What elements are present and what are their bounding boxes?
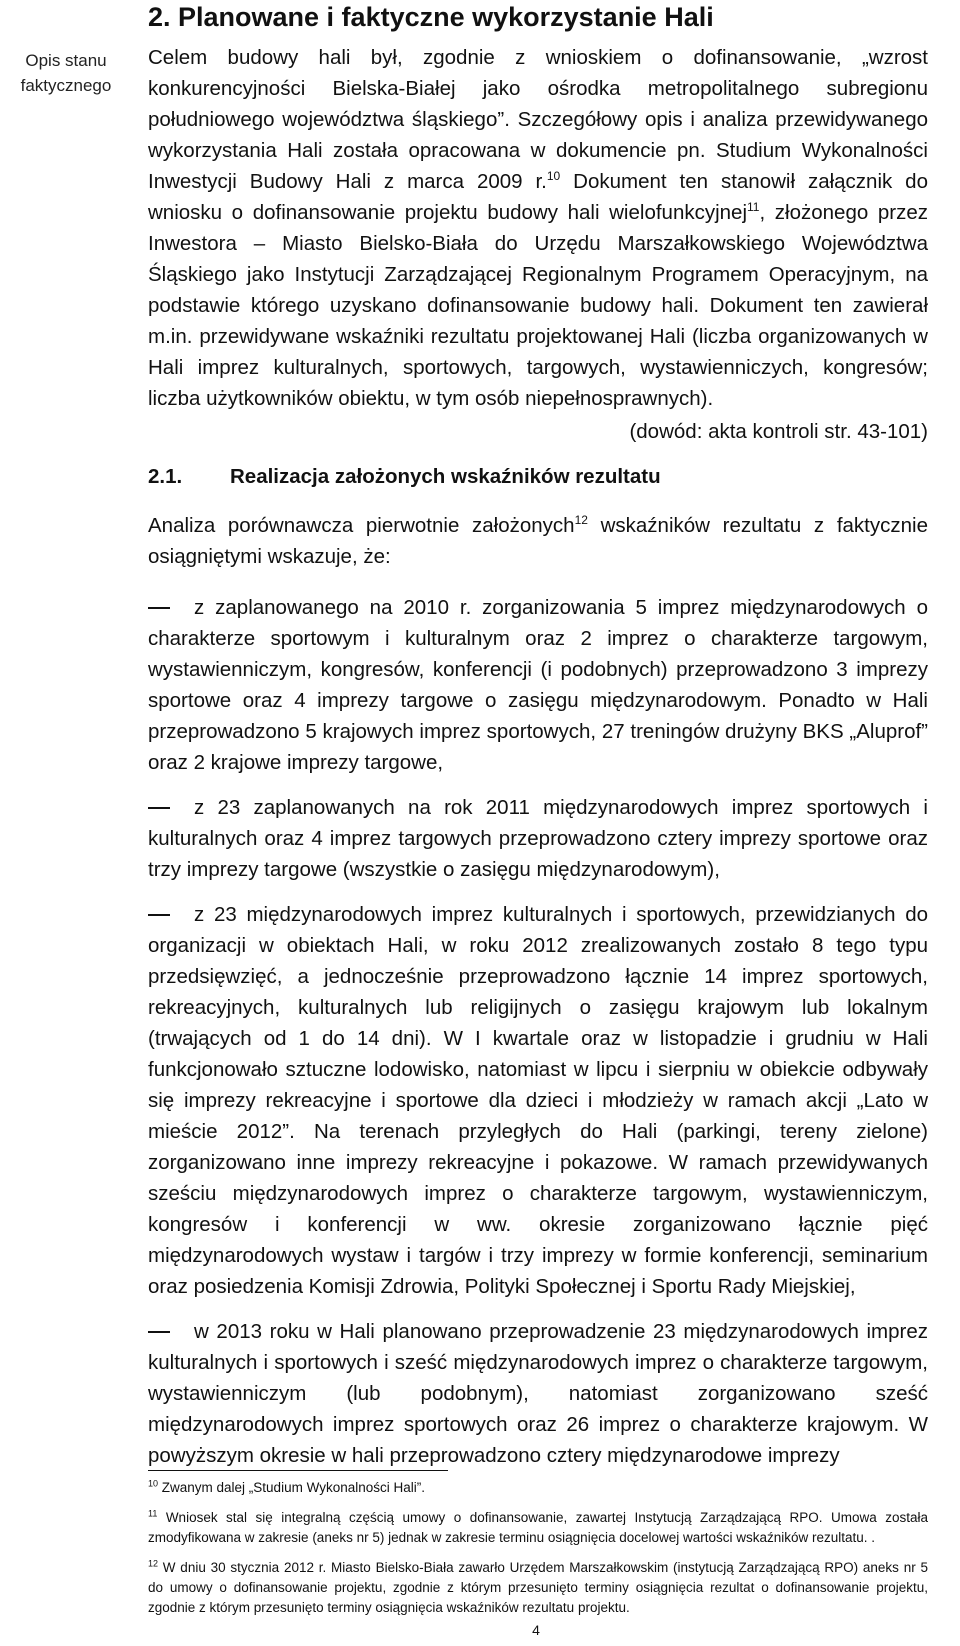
subsection-number: 2.1. (148, 465, 183, 488)
paragraph-analysis (148, 510, 928, 572)
footnote-text: W dniu 30 stycznia 2012 r. Miasto Bielsko-Biała zawarło Urzędem Marszałkowskim (instytucją Zarządzającą RPO) aneks nr 5 do umowy o dofinansowanie projektu, zgodnie z którym przesunięto terminy osiągnięcia rezultat o dofinansowanie projektu, zgodnie z którym przesunięto terminy osiągnięcia wskaźników rezultatu projektu. (148, 1560, 928, 1615)
list-item (148, 899, 928, 1302)
footnote-text: Wniosek stal się integralną częścią umowy o dofinansowanie, zawartej Instytucją Zarządzającą RPO. Umowa została zmodyfikowana w zakresie (aneks nr 5) jednak w zakresie terminu osiągnięcia docelowej wartości wskaźników rezultatu. . (148, 1510, 928, 1545)
paragraph-text: , złożonego przez Inwestora – Miasto Bielsko-Biała do Urzędu Marszałkowskiego Województwa Śląskiego jako Instytucji Zarządzającej Regionalnym Programem Operacyjnym, na podstawie którego uzyskano dofinansowanie budowy hali. Dokument ten zawierał m.in. przewidywane wskaźniki rezultatu projektowanej Hali (liczba organizowanych w Hali imprez kulturalnych, sportowych, targowych, wystawienniczych, kongresów; liczba użytkowników obiektu, w tym osób niepełnosprawnych). (148, 201, 929, 410)
paragraph-intro (148, 42, 928, 414)
evidence-reference: (dowód: akta kontroli str. 43-101) (629, 420, 928, 443)
footnote-ref-12[interactable]: 12 (574, 513, 588, 528)
footnote-11 (148, 1508, 928, 1548)
list-item-text: z 23 międzynarodowych imprez kulturalnych i sportowych, przewidzianych do organizacji w obiektach Hali, w roku 2012 zrealizowanych zostało 8 tego typu przedsięwzięć, a jednocześnie przeprowadzono łącznie 14 imprez sportowych, rekreacyjnych, kulturalnych lub religijnych o zasięgu krajowym lub lokalnym (trwających od 1 do 14 dni). W I kwartale oraz w listopadzie i grudniu w Hali funkcjonowało sztuczne lodowisko, natomiast w lipcu i sierpniu w obiekcie odbywały się imprezy rekreacyjne i sportowe dla dzieci i młodzieży w ramach akcji „Lato w mieście 2012”. Na terenach przyległych do Hali (parkingi, tereny zielone) zorganizowano inne imprezy rekreacyjne i pokazowe. W ramach przewidywanych sześciu międzynarodowych imprez o charakterze targowym, wystawienniczym, kongresów i konferencji w ww. okresie zorganizowano łącznie pięć międzynarodowych wystaw i targów i trzy imprezy w formie konferencji, seminarium oraz posiedzenia Komisji Zdrowia, Polityki Społecznej i Sportu Rady Miejskiej, (148, 903, 928, 1298)
paragraph-text: Analiza porównawcza pierwotnie założonych (148, 514, 575, 537)
footnote-10 (148, 1478, 928, 1498)
dash-bullet-icon (148, 914, 170, 916)
list-item (148, 592, 928, 778)
footnote-ref-11[interactable]: 11 (747, 200, 760, 215)
list-item-text: w 2013 roku w Hali planowano przeprowadzenie 23 międzynarodowych imprez kulturalnych i sportowych i sześć międzynarodowych imprez o charakterze targowym, wystawienniczym (lub podobnym), natomiast zorganizowano sześć międzynarodowych imprez sportowych oraz 26 imprez o charakterze krajowym. W powyższym okresie w hali przeprowadzono cztery międzynarodowe imprezy (148, 1320, 928, 1467)
paragraph-text: wskaźników rezultatu z faktycznie osiągniętymi wskazuje, że: (148, 514, 928, 568)
paragraph-text: Celem budowy hali był, zgodnie z wnioskiem o dofinansowanie, „wzrost konkurencyjności Bielska-Białej jako ośrodka metropolitalnego subregionu południowego województwa śląskiego”. Szczegółowy opis i analiza przewidywanego wykorzystania Hali została opracowana w dokumencie pn. Studium Wykonalności Inwestycji Budowy Hali z marca 2009 r. (148, 46, 928, 193)
footnote-text: Zwanym dalej „Studium Wykonalności Hali”. (158, 1480, 425, 1495)
footnote-separator (148, 1470, 448, 1471)
dash-bullet-icon (148, 1331, 170, 1333)
margin-note: Opis stanu faktycznego (20, 51, 112, 95)
main-text (148, 42, 928, 1485)
section-heading: 2. Planowane i faktyczne wykorzystanie Hali (148, 2, 714, 32)
footnote-12 (148, 1558, 928, 1618)
subsection-title: Realizacja założonych wskaźników rezultatu (230, 465, 661, 488)
footnotes (148, 1478, 928, 1628)
dash-bullet-icon (148, 607, 170, 609)
dash-bullet-icon (148, 807, 170, 809)
footnote-number: 10 (148, 1478, 159, 1489)
list-item-text: z zaplanowanego na 2010 r. zorganizowania 5 imprez międzynarodowych o charakterze sportowym i kulturalnym oraz 2 imprez o charakterze targowym, wystawienniczym, kongresów, konferencji (i podobnych) przeprowadzono 3 imprezy sportowe oraz 4 imprezy targowe o zasięgu międzynarodowym. Ponadto w Hali przeprowadzono 5 krajowych imprez sportowych, 27 treningów drużyny BKS „Aluprof” oraz 2 krajowe imprezy targowe, (148, 596, 928, 774)
footnote-number: 11 (148, 1508, 158, 1519)
footnote-number: 12 (148, 1558, 159, 1569)
footnote-ref-10[interactable]: 10 (546, 169, 561, 184)
list-item-text: z 23 zaplanowanych na rok 2011 międzynarodowych imprez sportowych i kulturalnych oraz 4 imprez targowych przeprowadzono cztery imprezy sportowe oraz trzy imprezy targowe (wszystkie o zasięgu międzynarodowym), (148, 796, 928, 881)
list-item (148, 792, 928, 885)
subsection-heading (148, 461, 928, 492)
paragraph-text: Dokument ten stanowił załącznik do wniosku o dofinansowanie projektu budowy hali wielofunkcyjnej (148, 170, 928, 224)
page-number: 4 (532, 1622, 540, 1638)
list-item (148, 1316, 928, 1471)
